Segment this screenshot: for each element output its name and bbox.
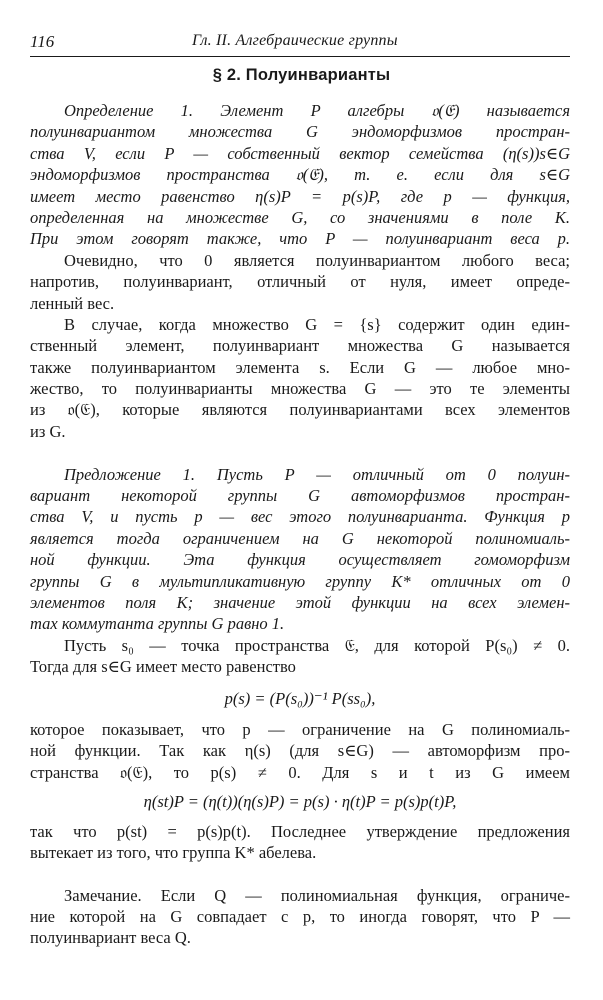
section-title: § 2. Полуинварианты: [212, 66, 391, 84]
paragraph-zero: [30, 250, 570, 314]
spacer: [30, 863, 570, 884]
remark-line: ние которой на G совпадает с p, то иногда говорят, что P —: [30, 907, 570, 927]
proposition-line: группы G в мультипликативную группу K* отличных от 0: [30, 571, 570, 591]
proof-line: странства 𝔬(𝔈), то p(s) ≠ 0. Для s и t из G имеем: [30, 762, 570, 782]
proposition-line: тах коммутанта группы G равно 1.: [30, 614, 285, 634]
spacer: [30, 442, 570, 463]
header-rule: [30, 56, 570, 57]
remark-line: полуинвариант веса Q.: [30, 928, 191, 948]
page-number: 116: [30, 32, 55, 51]
definition-line: имеет место равенство η(s)P = p(s)P, где p — функция,: [30, 186, 570, 206]
running-title: Гл. II. Алгебраические группы: [192, 32, 398, 49]
proof-line: так что p(st) = p(s)p(t). Последнее утверждение предложения: [30, 821, 570, 841]
proposition-line: элементов поля K; значение этой функции на всех элемен-: [30, 592, 570, 612]
definition-line: ства V, если P — собственный вектор семейства (η(s))s∈G: [30, 143, 570, 163]
paragraph-line: жество, то полуинварианты множества G — это те элементы: [30, 379, 570, 399]
paragraph-case: [30, 314, 570, 442]
proof-line: вытекает из того, что группа K* абелева.: [30, 842, 317, 862]
paragraph-line: из 𝔬(𝔈), которые являются полуинвариантами всех элементов: [30, 400, 570, 420]
definition-line: определенная на множестве G, со значениями в поле K.: [30, 207, 570, 227]
proposition-line: Предложение 1. Пусть P — отличный от 0 полуин-: [64, 464, 570, 484]
running-head: [30, 32, 570, 54]
body-text: [30, 100, 570, 949]
definition-line: Определение 1. Элемент P алгебры 𝔬(𝔈) называется: [64, 101, 570, 120]
paragraph-line: также полуинвариантом элемента s. Если G — любое мно-: [30, 357, 570, 377]
proposition-line: вариант некоторой группы G автоморфизмов простран-: [30, 486, 570, 506]
remark-line: Замечание. Если Q — полиномиальная функция, ограниче-: [64, 885, 570, 905]
proof-line: Пусть s₀ — точка пространства 𝔈, для которой P(s₀) ≠ 0.: [64, 635, 570, 655]
definition-block: [30, 100, 570, 250]
proposition-line: ной функции. Эта функция осуществляет гомоморфизм: [30, 550, 570, 570]
proposition-line: является тогда ограничением на G некоторой полиномиаль-: [30, 528, 570, 548]
proof-line: ной функции. Так как η(s) (для s∈G) — автоморфизм про-: [30, 741, 570, 761]
definition-line: При этом говорят также, что P — полуинвариант веса p.: [30, 229, 570, 249]
proof-block: [30, 635, 570, 864]
paragraph-line: В случае, когда множество G = {s} содержит один един-: [64, 314, 570, 334]
definition-line: эндоморфизмов пространства 𝔬(𝔈), т. е. если для s∈G: [30, 165, 570, 185]
paragraph-line: напротив, полуинвариант, отличный от нуля, имеет опреде-: [30, 272, 570, 292]
paragraph-line: ленный вес.: [30, 293, 115, 313]
proposition-block: [30, 464, 570, 635]
paragraph-line: из G.: [30, 421, 66, 441]
spacer: [30, 813, 570, 821]
equation-2: η(st)P = (η(t))(η(s)P) = p(s) · η(t)P = p(s)p(t)P,: [143, 792, 457, 812]
equation-1: p(s) = (P(s₀))⁻¹ P(ss₀),: [224, 688, 376, 708]
definition-line: полуинвариантом множества G эндоморфизмов простран-: [30, 122, 570, 142]
paragraph-line: Очевидно, что 0 является полуинвариантом любого веса;: [64, 250, 570, 270]
paragraph-line: ственный элемент, полуинвариант множества G называется: [30, 336, 570, 356]
spacer: [30, 709, 570, 719]
remark-block: [30, 885, 570, 949]
proof-line: Тогда для s∈G имеет место равенство: [30, 657, 296, 677]
spacer: [30, 783, 570, 791]
spacer: [30, 678, 570, 688]
proof-line: которое показывает, что p — ограничение на G полиномиаль-: [30, 719, 570, 739]
proposition-line: ства V, и пусть p — вес этого полуинварианта. Функция p: [30, 507, 570, 527]
